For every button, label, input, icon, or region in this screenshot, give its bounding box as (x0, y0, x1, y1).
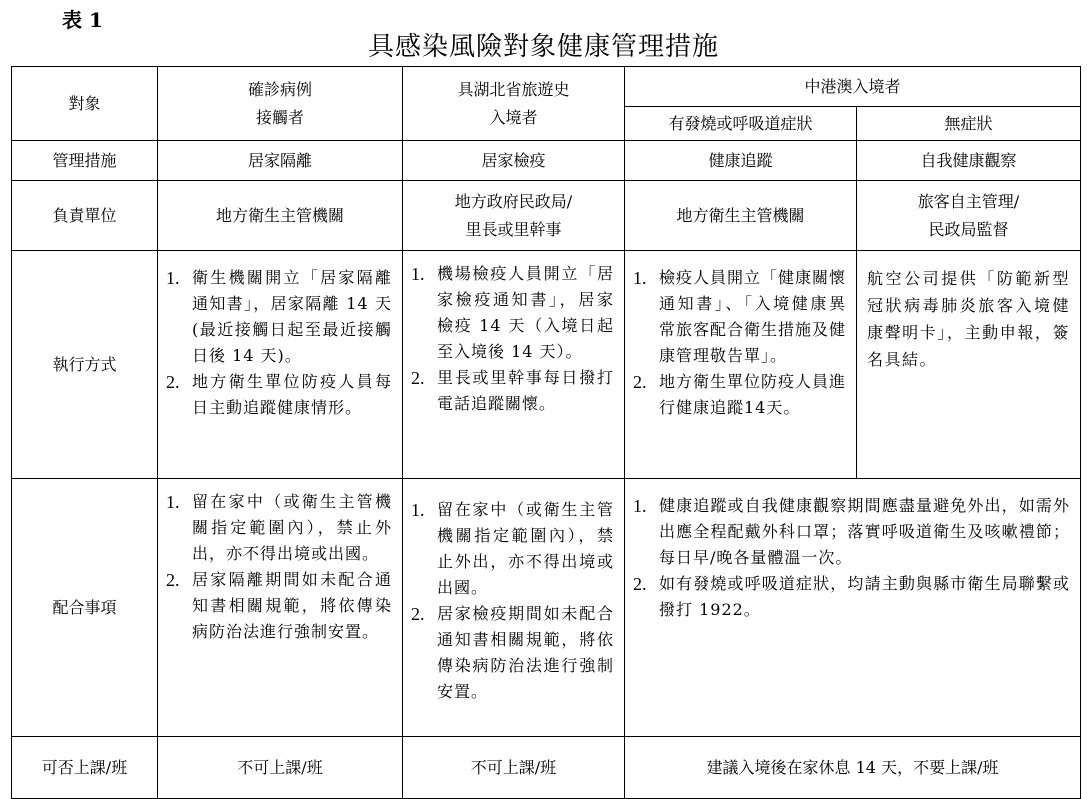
attendance-contacts-cell (158, 737, 403, 799)
list-number: 1. (633, 496, 647, 516)
cooperation-chn-list (625, 493, 1080, 623)
execution-symptomatic-cell (625, 251, 857, 479)
list-item (166, 489, 392, 567)
list-number: 1. (411, 264, 425, 284)
list-text: 地方衛生單位防疫人員每日主動追蹤健康情形。 (192, 372, 392, 417)
list-number: 1. (166, 268, 180, 288)
responsible-unit-row (12, 181, 1081, 251)
list-text: 地方衛生單位防疫人員進行健康追蹤14天。 (659, 372, 847, 417)
execution-label-cell (12, 251, 158, 479)
list-number: 2. (411, 368, 425, 388)
list-number: 1. (166, 492, 180, 512)
attendance-hubei: 不可上課/班 (470, 757, 557, 777)
list-item (166, 567, 392, 645)
list-item (411, 261, 614, 365)
list-text: 機場檢疫人員開立「居家檢疫通知書」，居家檢疫 14 天（入境日起至入境後 14 天）。 (437, 264, 614, 361)
header-subject-cell (12, 67, 158, 141)
header-chn-group: 中港澳入境者 (804, 76, 901, 96)
list-number: 2. (411, 604, 425, 624)
list-number: 2. (633, 372, 647, 392)
header-contacts-cell (158, 67, 403, 141)
header-contacts-line1: 確診病例 (247, 79, 312, 99)
measures-symptomatic-cell (625, 141, 857, 181)
list-text: 居家檢疫期間如未配合通知書相關規範，將依傳染病防治法進行強制安置。 (437, 604, 614, 701)
unit-asymptomatic-cell (857, 181, 1081, 251)
unit-label-cell (12, 181, 158, 251)
measures-hubei-cell (403, 141, 625, 181)
header-asymptomatic-cell (857, 107, 1081, 141)
list-item (633, 369, 846, 421)
list-item (633, 265, 846, 369)
attendance-chn-cell (625, 737, 1081, 799)
unit-hubei-cell (403, 181, 625, 251)
header-hubei-line1: 具湖北省旅遊史 (457, 79, 570, 99)
execution-row (12, 251, 1081, 479)
measures-label-cell (12, 141, 158, 181)
list-item (411, 497, 614, 601)
header-row (12, 67, 1081, 107)
header-hubei-line2: 入境者 (489, 107, 538, 127)
list-item (411, 365, 614, 417)
list-item (166, 265, 392, 369)
attendance-label: 可否上課/班 (41, 757, 128, 777)
attendance-hubei-cell (403, 737, 625, 799)
cooperation-label: 配合事項 (52, 597, 117, 617)
list-item (633, 571, 1070, 623)
list-number: 2. (633, 574, 647, 594)
cooperation-hubei-list (403, 497, 624, 705)
header-contacts-line2: 接觸者 (255, 107, 304, 127)
unit-asymptomatic-line2: 民政局監督 (928, 219, 1009, 239)
list-number: 1. (411, 500, 425, 520)
unit-asymptomatic-line1: 旅客自主管理/ (917, 191, 1020, 211)
unit-symptomatic-cell (625, 181, 857, 251)
list-text: 衛生機關開立「居家隔離通知書」，居家隔離 14 天(最近接觸日起至最近接觸日後 14 天)。 (192, 268, 392, 365)
list-text: 健康追蹤或自我健康觀察期間應盡量避免外出，如需外出應全程配戴外科口罩；落實呼吸道衛生及咳嗽禮節；每日早/晚各量體溫一次。 (659, 496, 1071, 567)
header-symptomatic: 有發燒或呼吸道症狀 (668, 113, 813, 133)
list-text: 里長或里幹事每日撥打電話追蹤關懷。 (437, 368, 614, 413)
attendance-chn: 建議入境後在家休息 14 天，不要上課/班 (706, 757, 999, 777)
execution-asymptomatic-cell (857, 251, 1081, 479)
execution-contacts-list (158, 265, 402, 421)
health-management-table (11, 66, 1081, 799)
unit-contacts: 地方衛生主管機關 (215, 205, 344, 225)
table-number-label: 表 1 (62, 8, 103, 32)
header-chn-group-cell (625, 67, 1081, 107)
execution-hubei-list (403, 261, 624, 417)
attendance-row (12, 737, 1081, 799)
execution-hubei-cell (403, 251, 625, 479)
list-text: 檢疫人員開立「健康關懷通知書」、「入境健康異常旅客配合衛生措施及健康管理敬告單」。 (659, 268, 847, 365)
cooperation-row (12, 479, 1081, 737)
measures-contacts-cell (158, 141, 403, 181)
execution-label: 執行方式 (52, 354, 117, 374)
measures-asymptomatic-cell (857, 141, 1081, 181)
unit-symptomatic: 地方衛生主管機關 (676, 205, 805, 225)
list-text: 留在家中（或衛生主管機關指定範圍內），禁止外出，亦不得出境或出國。 (192, 492, 392, 563)
measures-symptomatic: 健康追蹤 (708, 150, 773, 170)
measures-label: 管理措施 (52, 150, 117, 170)
list-number: 2. (166, 372, 180, 392)
measures-row (12, 141, 1081, 181)
attendance-contacts: 不可上課/班 (237, 757, 323, 777)
header-hubei-cell (403, 67, 625, 141)
document-title: 具感染風險對象健康管理措施 (367, 32, 719, 62)
header-symptomatic-cell (625, 107, 857, 141)
list-text: 留在家中（或衛生主管機關指定範圍內），禁止外出，亦不得出境或出國。 (437, 500, 614, 597)
measures-contacts: 居家隔離 (247, 150, 312, 170)
list-item (411, 601, 614, 705)
list-item (166, 369, 392, 421)
measures-hubei: 居家檢疫 (481, 150, 546, 170)
measures-asymptomatic: 自我健康觀察 (920, 150, 1017, 170)
cooperation-label-cell (12, 479, 158, 737)
list-number: 1. (633, 268, 647, 288)
execution-asymptomatic-text: 航空公司提供「防範新型冠狀病毒肺炎旅客入境健康聲明卡」，主動申報，簽名具結。 (867, 269, 1071, 369)
cooperation-contacts-cell (158, 479, 403, 737)
cooperation-hubei-cell (403, 479, 625, 737)
cooperation-chn-cell (625, 479, 1081, 737)
unit-hubei-line2: 里長或里幹事 (465, 219, 562, 239)
cooperation-contacts-list (158, 489, 402, 645)
unit-hubei-line1: 地方政府民政局/ (454, 191, 573, 211)
unit-contacts-cell (158, 181, 403, 251)
list-number: 2. (166, 570, 180, 590)
list-text: 居家隔離期間如未配合通知書相關規範，將依傳染病防治法進行強制安置。 (192, 570, 392, 641)
header-subject: 對象 (68, 93, 101, 113)
list-item (633, 493, 1070, 571)
execution-symptomatic-list (625, 265, 856, 421)
execution-contacts-cell (158, 251, 403, 479)
unit-label: 負責單位 (52, 205, 117, 225)
header-asymptomatic: 無症狀 (944, 113, 993, 133)
list-text: 如有發燒或呼吸道症狀，均請主動與縣市衛生局聯繫或撥打 1922。 (659, 574, 1071, 619)
attendance-label-cell (12, 737, 158, 799)
